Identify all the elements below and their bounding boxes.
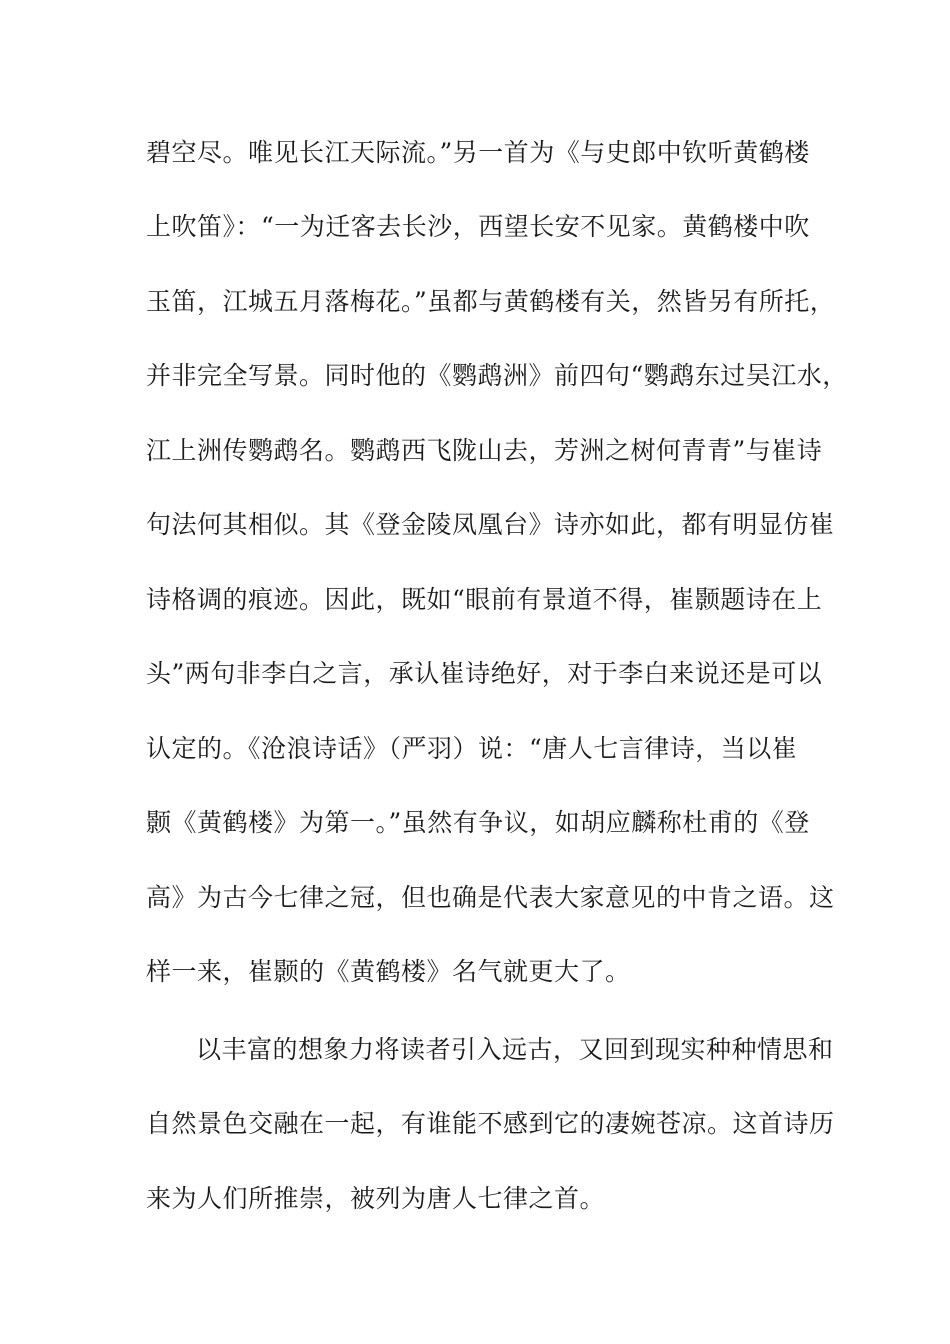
text-line: 上吹笛》：“一为迁客去长沙，西望长安不见家。黄鹤楼中吹	[146, 212, 810, 241]
text-line: 认定的。《沧浪诗话》（严羽）说：“唐人七言律诗，当以崔	[146, 734, 798, 763]
text-line: 颢《黄鹤楼》为第一。”虽然有争议，如胡应麟称杜甫的《登	[146, 808, 810, 837]
text-line: 自然景色交融在一起，有谁能不感到它的凄婉苍凉。这首诗历	[146, 1109, 835, 1138]
text-line: 句法何其相似。其《登金陵凤凰台》诗亦如此，都有明显仿崔	[146, 510, 835, 539]
paragraph-first-line: 以丰富的想象力将读者引入远古，又回到现实种种情思和	[196, 1035, 834, 1064]
text-line: 样一来，崔颢的《黄鹤楼》名气就更大了。	[146, 957, 631, 986]
text-line: 高》为古今七律之冠，但也确是代表大家意见的中肯之语。这	[146, 883, 835, 912]
text-line: 玉笛，江城五月落梅花。”虽都与黄鹤楼有关，然皆另有所托，	[146, 287, 836, 316]
text-line: 江上洲传鹦鹉名。鹦鹉西飞陇山去，芳洲之树何青青”与崔诗	[146, 436, 823, 465]
text-line: 诗格调的痕迹。因此，既如“眼前有景道不得，崔颢题诗在上	[146, 585, 823, 614]
text-line: 并非完全写景。同时他的《鹦鹉洲》前四句“鹦鹉东过吴江水，	[146, 361, 848, 390]
text-line: 来为人们所推崇，被列为唐人七律之首。	[146, 1184, 606, 1213]
text-line: 碧空尽。唯见长江天际流。”另一首为《与史郎中钦听黄鹤楼	[146, 138, 810, 167]
text-line: 头”两句非李白之言，承认崔诗绝好，对于李白来说还是可以	[146, 659, 823, 688]
